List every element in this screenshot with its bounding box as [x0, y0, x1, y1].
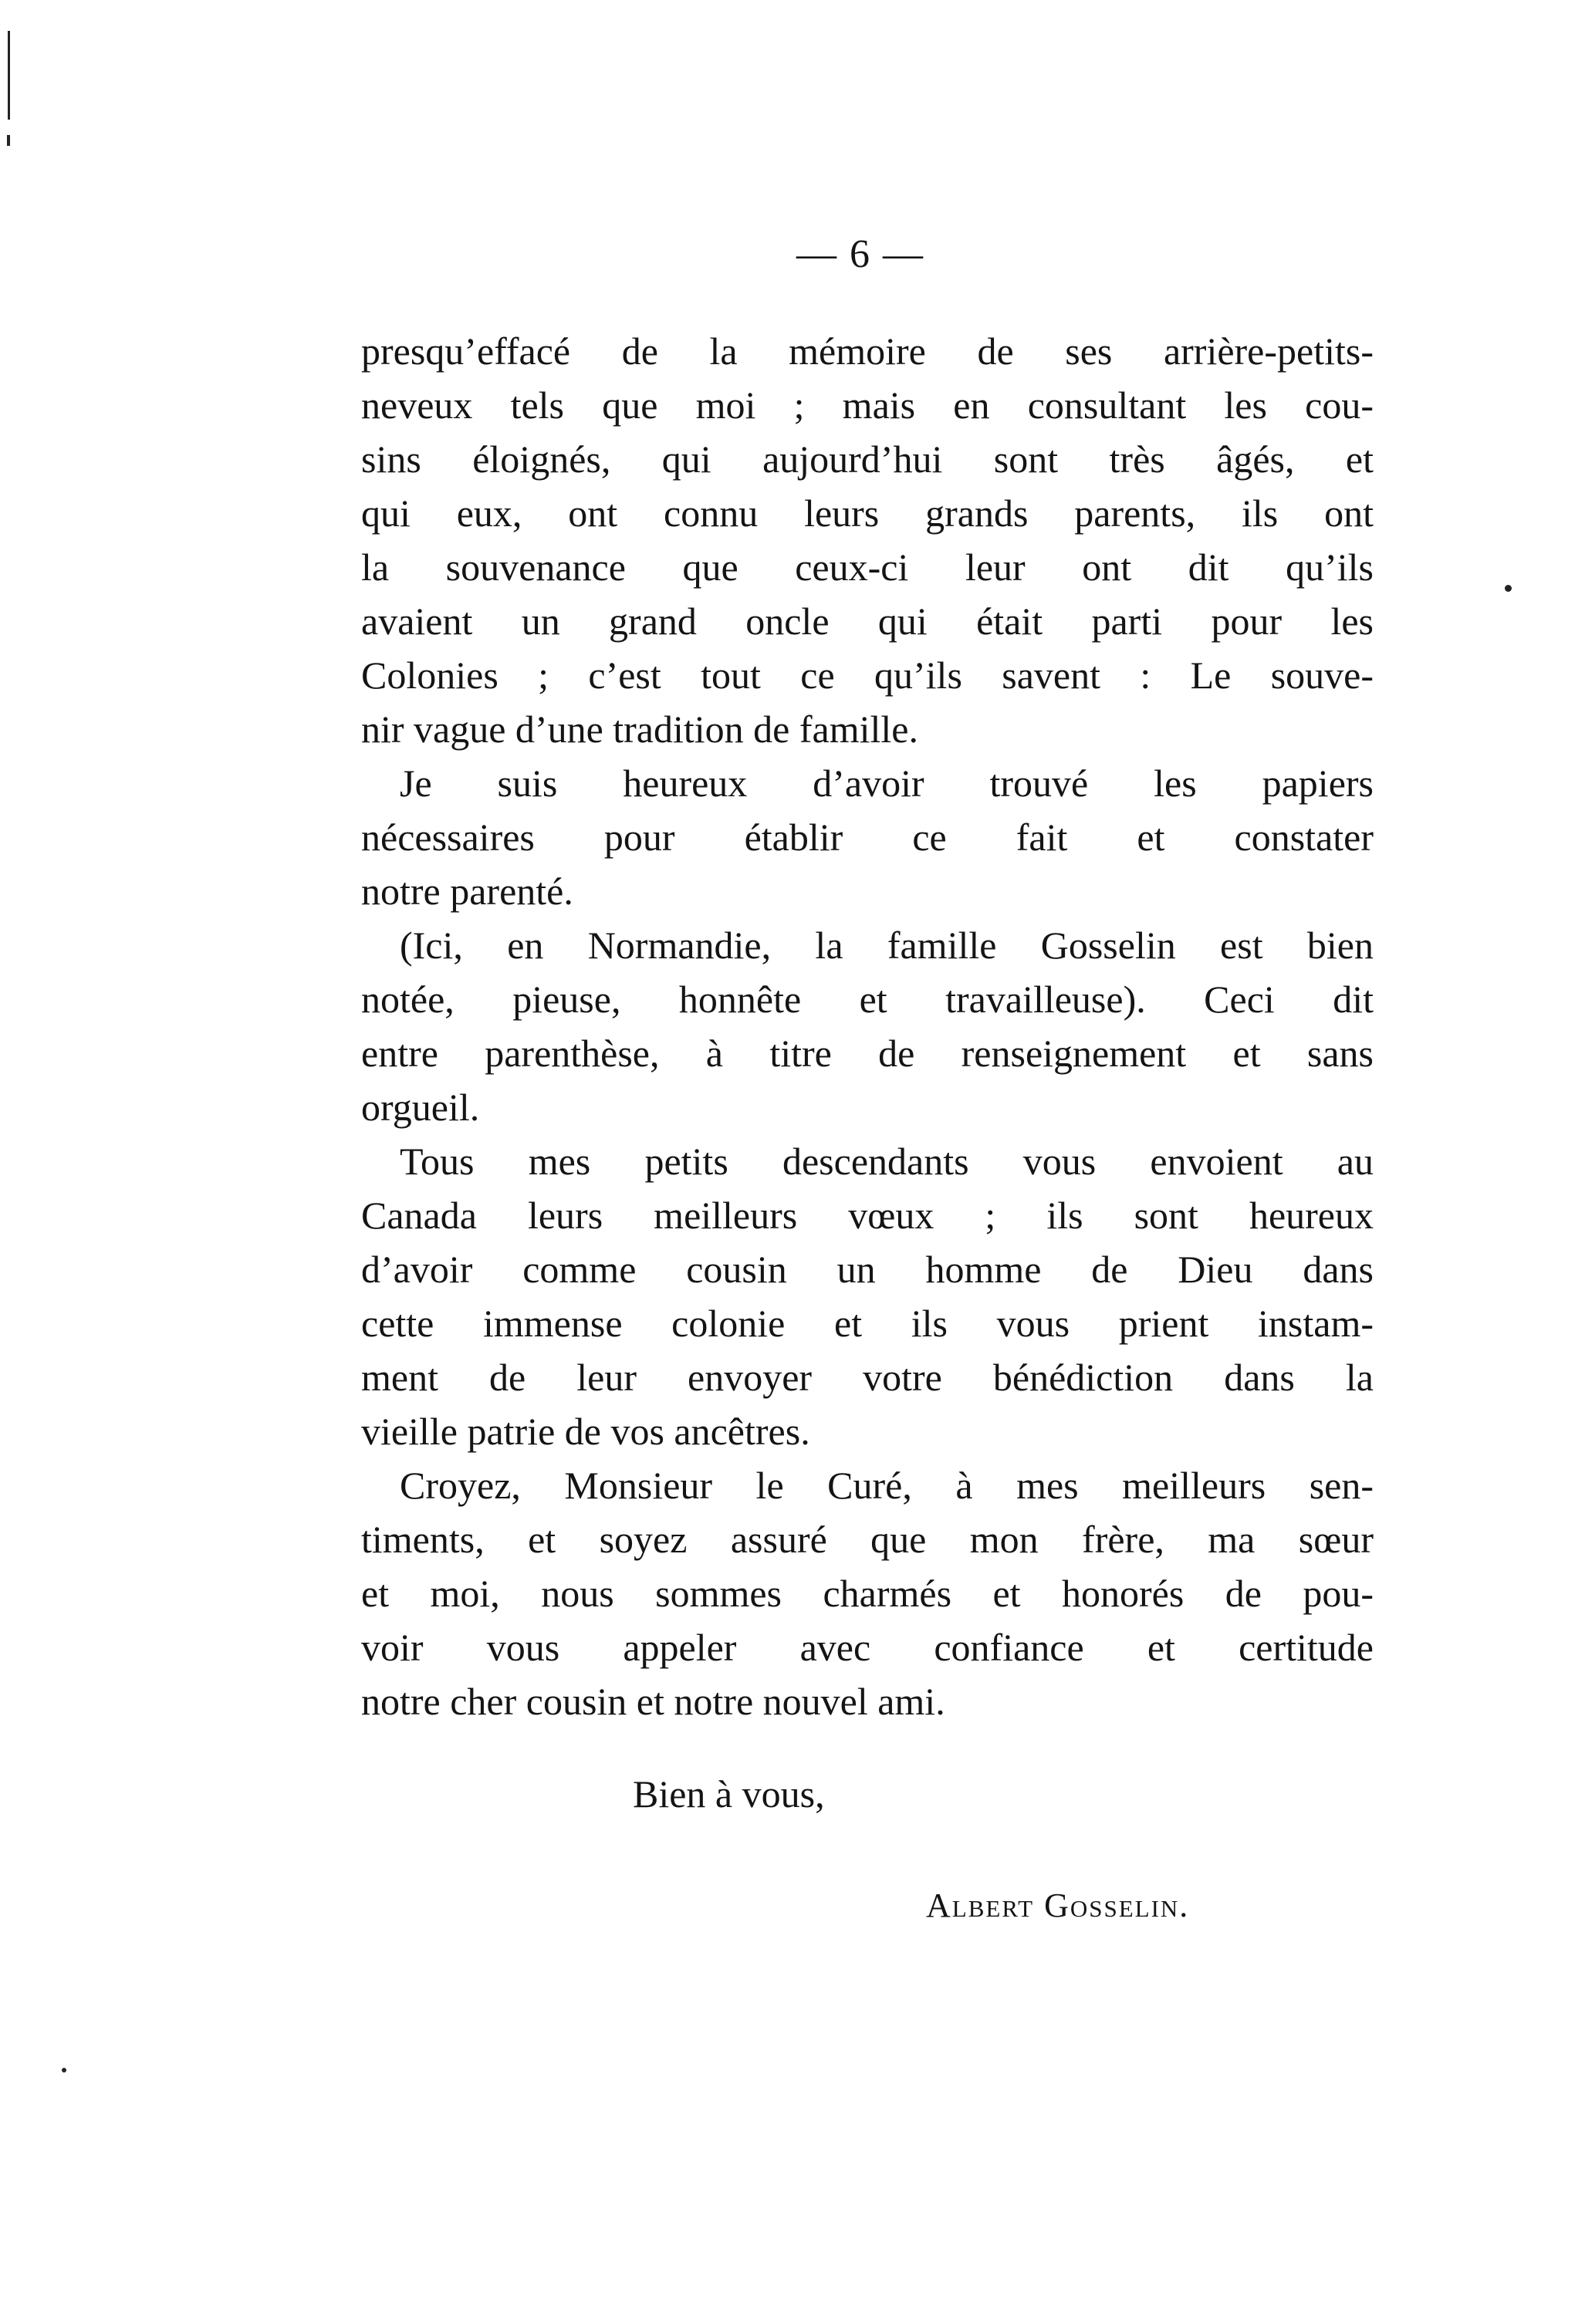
- text-line: (Ici, en Normandie, la famille Gosselin est bien: [400, 924, 1374, 967]
- closing-salutation: Bien à vous,: [633, 1772, 825, 1816]
- text-line: sins éloignés, qui aujourd’hui sont très âgés, et: [361, 437, 1374, 481]
- paragraph: [361, 1458, 1374, 1728]
- paragraph: [361, 1134, 1374, 1458]
- text-line: neveux tels que moi ; mais en consultant les cou-: [361, 383, 1374, 427]
- text-line: ment de leur envoyer votre bénédiction dans la: [361, 1356, 1374, 1399]
- text-line: Croyez, Monsieur le Curé, à mes meilleurs sen-: [400, 1464, 1374, 1507]
- text-line: cette immense colonie et ils vous prient instam-: [361, 1302, 1374, 1345]
- paragraph: [361, 918, 1374, 1134]
- text-line: nir vague d’une tradition de famille.: [361, 708, 918, 751]
- text-line: voir vous appeler avec confiance et certitude: [361, 1626, 1374, 1669]
- ink-speck: [1505, 585, 1512, 592]
- text-line: Tous mes petits descendants vous envoient au: [400, 1140, 1374, 1183]
- page-number: — 6 —: [796, 232, 924, 276]
- margin-mark-line: [8, 31, 10, 120]
- text-line: Canada leurs meilleurs vœux ; ils sont heureux: [361, 1194, 1374, 1237]
- paragraph: [361, 756, 1374, 918]
- text-line: entre parenthèse, à titre de renseignement et sans: [361, 1032, 1374, 1075]
- text-line: notée, pieuse, honnête et travailleuse). Ceci dit: [361, 978, 1374, 1021]
- text-line: vieille patrie de vos ancêtres.: [361, 1410, 810, 1453]
- signature: Albert Gosselin.: [926, 1887, 1190, 1924]
- text-line: Colonies ; c’est tout ce qu’ils savent : Le souve-: [361, 654, 1374, 697]
- text-line: avaient un grand oncle qui était parti pour les: [361, 600, 1374, 643]
- ink-speck: [62, 2068, 66, 2072]
- text-line: d’avoir comme cousin un homme de Dieu dans: [361, 1248, 1374, 1291]
- text-line: notre parenté.: [361, 870, 573, 913]
- text-line: nécessaires pour établir ce fait et constater: [361, 816, 1374, 859]
- text-line: et moi, nous sommes charmés et honorés de pou-: [361, 1572, 1374, 1615]
- text-line: timents, et soyez assuré que mon frère, ma sœur: [361, 1518, 1374, 1561]
- margin-mark-dot: [7, 135, 10, 146]
- text-line: Je suis heureux d’avoir trouvé les papiers: [400, 762, 1374, 805]
- paragraph: [361, 324, 1374, 756]
- letter-body: [361, 324, 1374, 1728]
- text-line: presqu’effacé de la mémoire de ses arrière-petits-: [361, 329, 1374, 373]
- text-line: notre cher cousin et notre nouvel ami.: [361, 1680, 945, 1723]
- text-line: qui eux, ont connu leurs grands parents, ils ont: [361, 491, 1374, 535]
- text-line: orgueil.: [361, 1086, 480, 1129]
- text-line: la souvenance que ceux-ci leur ont dit qu’ils: [361, 546, 1374, 589]
